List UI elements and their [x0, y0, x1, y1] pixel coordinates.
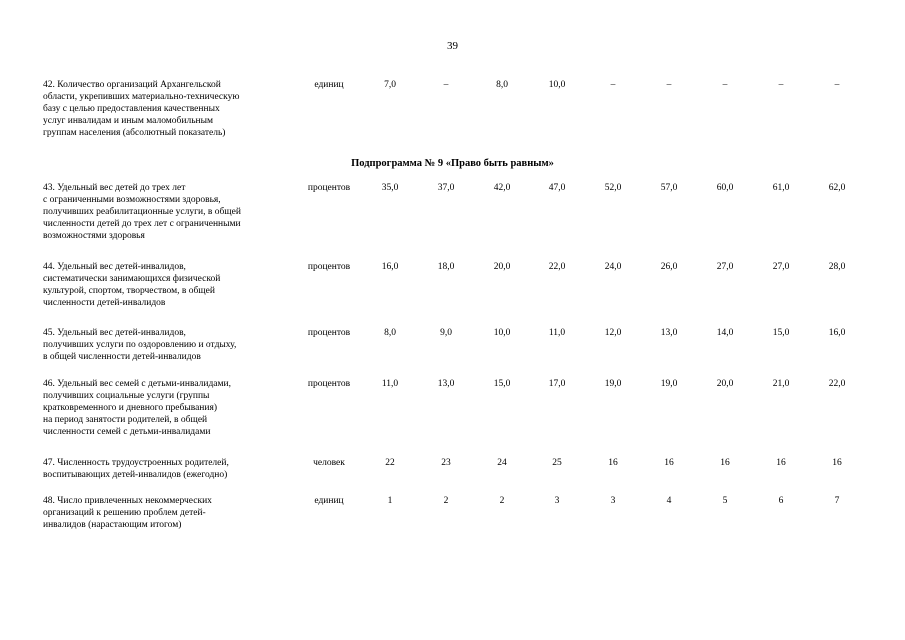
indicator-value: 22 — [385, 458, 395, 468]
indicator-value: 12,0 — [604, 328, 622, 338]
indicator-value: 24,0 — [604, 262, 622, 272]
indicator-value: 4 — [666, 496, 672, 506]
indicator-description: 47. Численность трудоустроенных родителей, воспитывающих детей-инвалидов (ежегодно) — [43, 458, 229, 480]
indicator-value: 14,0 — [716, 328, 734, 338]
indicator-unit: единиц — [314, 80, 344, 90]
indicator-value: – — [443, 80, 449, 90]
indicator-value: 23 — [441, 458, 451, 468]
indicator-value: – — [722, 80, 728, 90]
indicator-value: 8,0 — [384, 328, 396, 338]
indicator-value: 16 — [664, 458, 674, 468]
indicator-value: 10,0 — [548, 80, 566, 90]
indicator-unit: человек — [313, 458, 345, 468]
indicator-value: 13,0 — [437, 379, 455, 389]
indicator-description: 42. Количество организаций Архангельской области, укрепивших материально-техническую базу с целью предоставления качественных услуг инвалидам и иным маломобильным группам населения (абсолютный показатель) — [43, 80, 240, 138]
indicator-value: 16,0 — [381, 262, 399, 272]
indicator-value: 61,0 — [772, 183, 790, 193]
indicator-value: 6 — [778, 496, 784, 506]
indicator-unit: процентов — [307, 183, 351, 193]
indicator-unit: процентов — [307, 328, 351, 338]
indicator-value: 22,0 — [828, 379, 846, 389]
indicator-value: 16 — [776, 458, 786, 468]
indicator-value: 15,0 — [772, 328, 790, 338]
indicator-value: 28,0 — [828, 262, 846, 272]
indicator-value: 11,0 — [381, 379, 399, 389]
indicator-value: 7 — [834, 496, 840, 506]
indicator-unit: процентов — [307, 262, 351, 272]
indicator-value: 60,0 — [716, 183, 734, 193]
indicator-value: 27,0 — [772, 262, 790, 272]
indicator-value: 15,0 — [493, 379, 511, 389]
indicator-value: 7,0 — [384, 80, 396, 90]
indicator-value: 13,0 — [660, 328, 678, 338]
indicator-value: 19,0 — [660, 379, 678, 389]
indicator-value: 21,0 — [772, 379, 790, 389]
indicator-value: – — [666, 80, 672, 90]
indicator-unit: единиц — [314, 496, 344, 506]
indicator-description: 46. Удельный вес семей с детьми-инвалидами, получивших социальные услуги (группы кратковременного и дневного пребывания) на период занятости родителей, в общей численности семей с детьми-инвалидами — [43, 379, 231, 437]
page-number: 39 — [447, 40, 458, 52]
indicator-value: 20,0 — [493, 262, 511, 272]
indicator-value: 5 — [722, 496, 728, 506]
indicator-value: 26,0 — [660, 262, 678, 272]
indicator-value: 27,0 — [716, 262, 734, 272]
indicator-value: 16 — [720, 458, 730, 468]
indicator-value: 18,0 — [437, 262, 455, 272]
indicator-value: 20,0 — [716, 379, 734, 389]
indicator-value: 8,0 — [496, 80, 508, 90]
indicator-value: 2 — [443, 496, 449, 506]
indicator-value: 19,0 — [604, 379, 622, 389]
indicator-description: 43. Удельный вес детей до трех лет с ограниченными возможностями здоровья, получивших реабилитационные услуги, в общей численности детей до трех лет с ограниченными возможностями здоровья — [43, 183, 241, 241]
indicator-value: 3 — [610, 496, 616, 506]
indicator-value: 16 — [608, 458, 618, 468]
indicator-value: 35,0 — [381, 183, 399, 193]
indicator-value: 16,0 — [828, 328, 846, 338]
indicator-value: 24 — [497, 458, 507, 468]
indicator-value: 2 — [499, 496, 505, 506]
indicator-description: 45. Удельный вес детей-инвалидов, получивших услуги по оздоровлению и отдыху, в общей численности детей-инвалидов — [43, 328, 237, 362]
indicator-value: 47,0 — [548, 183, 566, 193]
indicator-value: 22,0 — [548, 262, 566, 272]
indicator-value: 3 — [554, 496, 560, 506]
indicator-value: 62,0 — [828, 183, 846, 193]
indicator-value: 42,0 — [493, 183, 511, 193]
indicator-value: – — [778, 80, 784, 90]
indicator-value: 52,0 — [604, 183, 622, 193]
indicator-value: 25 — [552, 458, 562, 468]
indicator-value: – — [610, 80, 616, 90]
section-heading: Подпрограмма № 9 «Право быть равным» — [351, 158, 554, 169]
indicator-value: 10,0 — [493, 328, 511, 338]
indicator-description: 44. Удельный вес детей-инвалидов, систематически занимающихся физической культурой, спортом, творчеством, в общей численности детей-инвалидов — [43, 262, 221, 308]
indicator-value: – — [834, 80, 840, 90]
indicator-value: 57,0 — [660, 183, 678, 193]
indicator-description: 48. Число привлеченных некоммерческих организаций к решению проблем детей- инвалидов (нарастающим итогом) — [43, 496, 212, 530]
indicator-value: 37,0 — [437, 183, 455, 193]
indicator-value: 11,0 — [548, 328, 566, 338]
indicator-unit: процентов — [307, 379, 351, 389]
indicator-value: 9,0 — [440, 328, 452, 338]
indicator-value: 1 — [387, 496, 393, 506]
indicator-value: 16 — [832, 458, 842, 468]
indicator-value: 17,0 — [548, 379, 566, 389]
